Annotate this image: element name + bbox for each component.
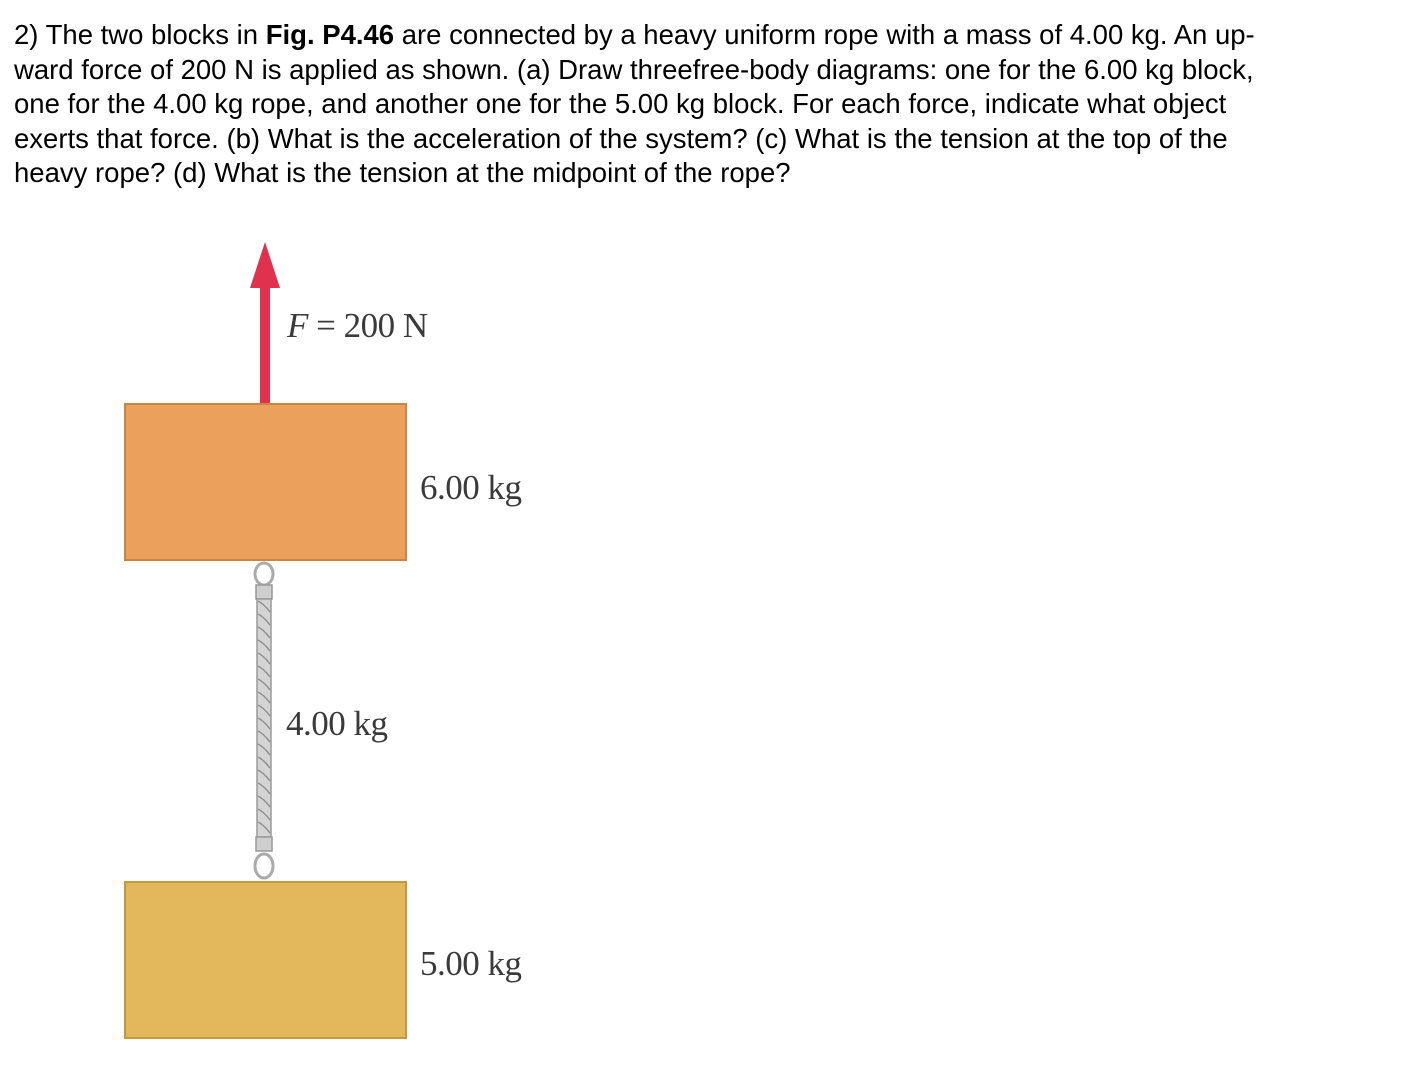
problem-line-1-start: 2) The two blocks in — [14, 19, 266, 50]
force-arrow-head — [250, 242, 280, 288]
force-value: = 200 N — [307, 306, 428, 345]
problem-line-4: exerts that force. (b) What is the acceleration of the system? (c) What is the tension at the top of the — [14, 122, 1228, 154]
figure-reference: Fig. P4.46 — [265, 19, 395, 50]
rope — [255, 563, 273, 878]
problem-line-1-end: are connected by a heavy uniform rope with a mass of 4.00 kg. An up- — [394, 19, 1255, 50]
block-6kg-label: 6.00 kg — [420, 468, 522, 507]
rope-top-ring — [255, 563, 273, 585]
block-5kg-label: 5.00 kg — [420, 944, 522, 983]
rope-mass-label: 4.00 kg — [286, 704, 388, 743]
rope-top-clamp — [256, 585, 272, 599]
force-arrow — [250, 242, 280, 404]
force-label — [287, 306, 428, 346]
problem-line-2: ward force of 200 N is applied as shown. (a) Draw threefree-body diagrams: one for the 6.00 kg block, — [14, 53, 1254, 85]
block-5kg — [124, 881, 407, 1039]
rope-bottom-clamp — [256, 837, 272, 851]
force-symbol: F — [287, 306, 308, 345]
force-arrow-shaft — [260, 282, 270, 404]
block-6kg — [124, 403, 407, 561]
problem-line-3: one for the 4.00 kg rope, and another one for the 5.00 kg block. For each force, indicate what object — [14, 88, 1227, 119]
rope-bottom-ring — [255, 854, 273, 878]
problem-line-5: heavy rope? (d) What is the tension at the midpoint of the rope? — [14, 157, 791, 188]
